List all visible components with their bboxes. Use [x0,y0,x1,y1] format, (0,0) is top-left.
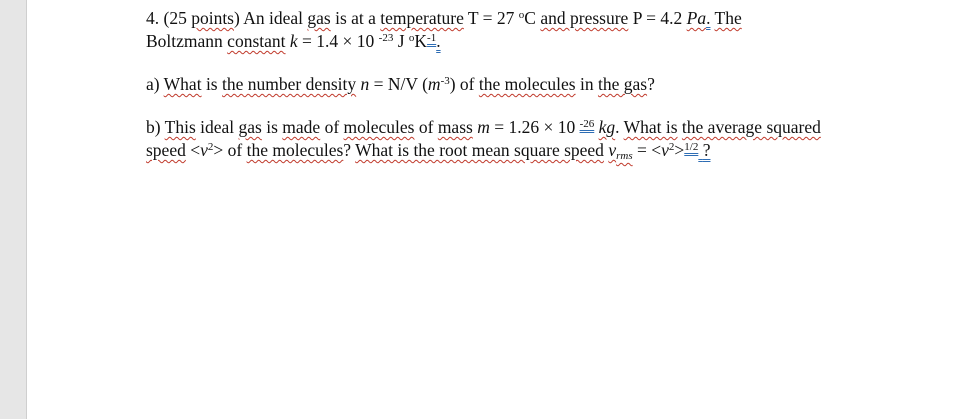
exponent: 2 [668,141,675,153]
word-gas: gas [238,117,262,137]
text: is at a [330,8,381,28]
phrase-the-molecules: the molecules [478,74,576,94]
word-what: What [163,74,202,94]
symbol-v: v [661,140,669,160]
text: Boltzmann [146,31,228,51]
text: is [261,117,283,137]
text: . [436,31,441,51]
text: ? [343,140,356,160]
word-molecules: molecules [343,117,415,137]
exponent-half: 1/2 [684,141,699,153]
text: = < [632,140,662,160]
text: . [615,117,624,137]
phrase-number-density: the number density [222,74,357,94]
text: is [201,74,222,94]
phrase-the-molecules: the molecules [246,140,344,160]
text: in [575,74,598,94]
word-temperature: temperature [380,8,464,28]
text: < [185,140,201,160]
left-margin-gutter [0,0,27,419]
exponent: 2 [207,141,214,153]
text: of [320,117,344,137]
text: > of [213,140,247,160]
subscript-rms: rms [616,150,633,162]
symbol-n: n [360,74,370,94]
degree-sign: o [408,32,415,44]
text: K [414,31,428,51]
text: ideal [195,117,239,137]
text: of [414,117,438,137]
text: > [674,140,685,160]
unit-kg: kg [598,117,616,137]
phrase-root-mean-square-speed: What is the root mean square speed [355,140,604,160]
word-this: This [164,117,196,137]
unit-pa: Pa [686,8,707,28]
text: . [706,8,711,28]
exponent: -26 [579,118,595,130]
symbol-m: m [427,74,441,94]
exponent: -3 [440,75,450,87]
symbol-v: v [200,140,208,160]
text: ) An ideal [234,8,308,28]
exponent: -1 [427,32,437,44]
text: ? [647,74,655,94]
text: = 1.26 × 10 [489,117,580,137]
degree-sign: o [518,9,525,21]
phrase-and-pressure: and pressure [540,8,629,28]
word-points: points [191,8,234,28]
word-the: The [714,8,742,28]
word-speed: speed [146,140,186,160]
word-mass: mass [437,117,473,137]
text: = 1.4 × 10 [297,31,379,51]
text: ? [702,140,711,160]
question-4-intro [146,7,936,53]
question-a [146,73,936,96]
text: P = 4.2 [628,8,687,28]
symbol-m: m [477,117,490,137]
text: a) [146,74,164,94]
text: 4. (25 [146,8,192,28]
text: T = 27 [463,8,519,28]
word-constant: constant [227,31,286,51]
text: b) [146,117,165,137]
word-gas: gas [307,8,331,28]
question-b [146,116,936,162]
word-made: made [282,117,321,137]
symbol-v-rms: v [608,140,617,160]
document-body [146,7,936,162]
phrase-what-is: What is [623,117,678,137]
symbol-k: k [289,31,298,51]
text: ) of [449,74,479,94]
exponent: -23 [378,32,394,44]
text: C [524,8,541,28]
text: = N/V ( [369,74,428,94]
text: J [393,31,409,51]
phrase-average-squared: the average squared [681,117,821,137]
phrase-the-gas: the gas [597,74,648,94]
